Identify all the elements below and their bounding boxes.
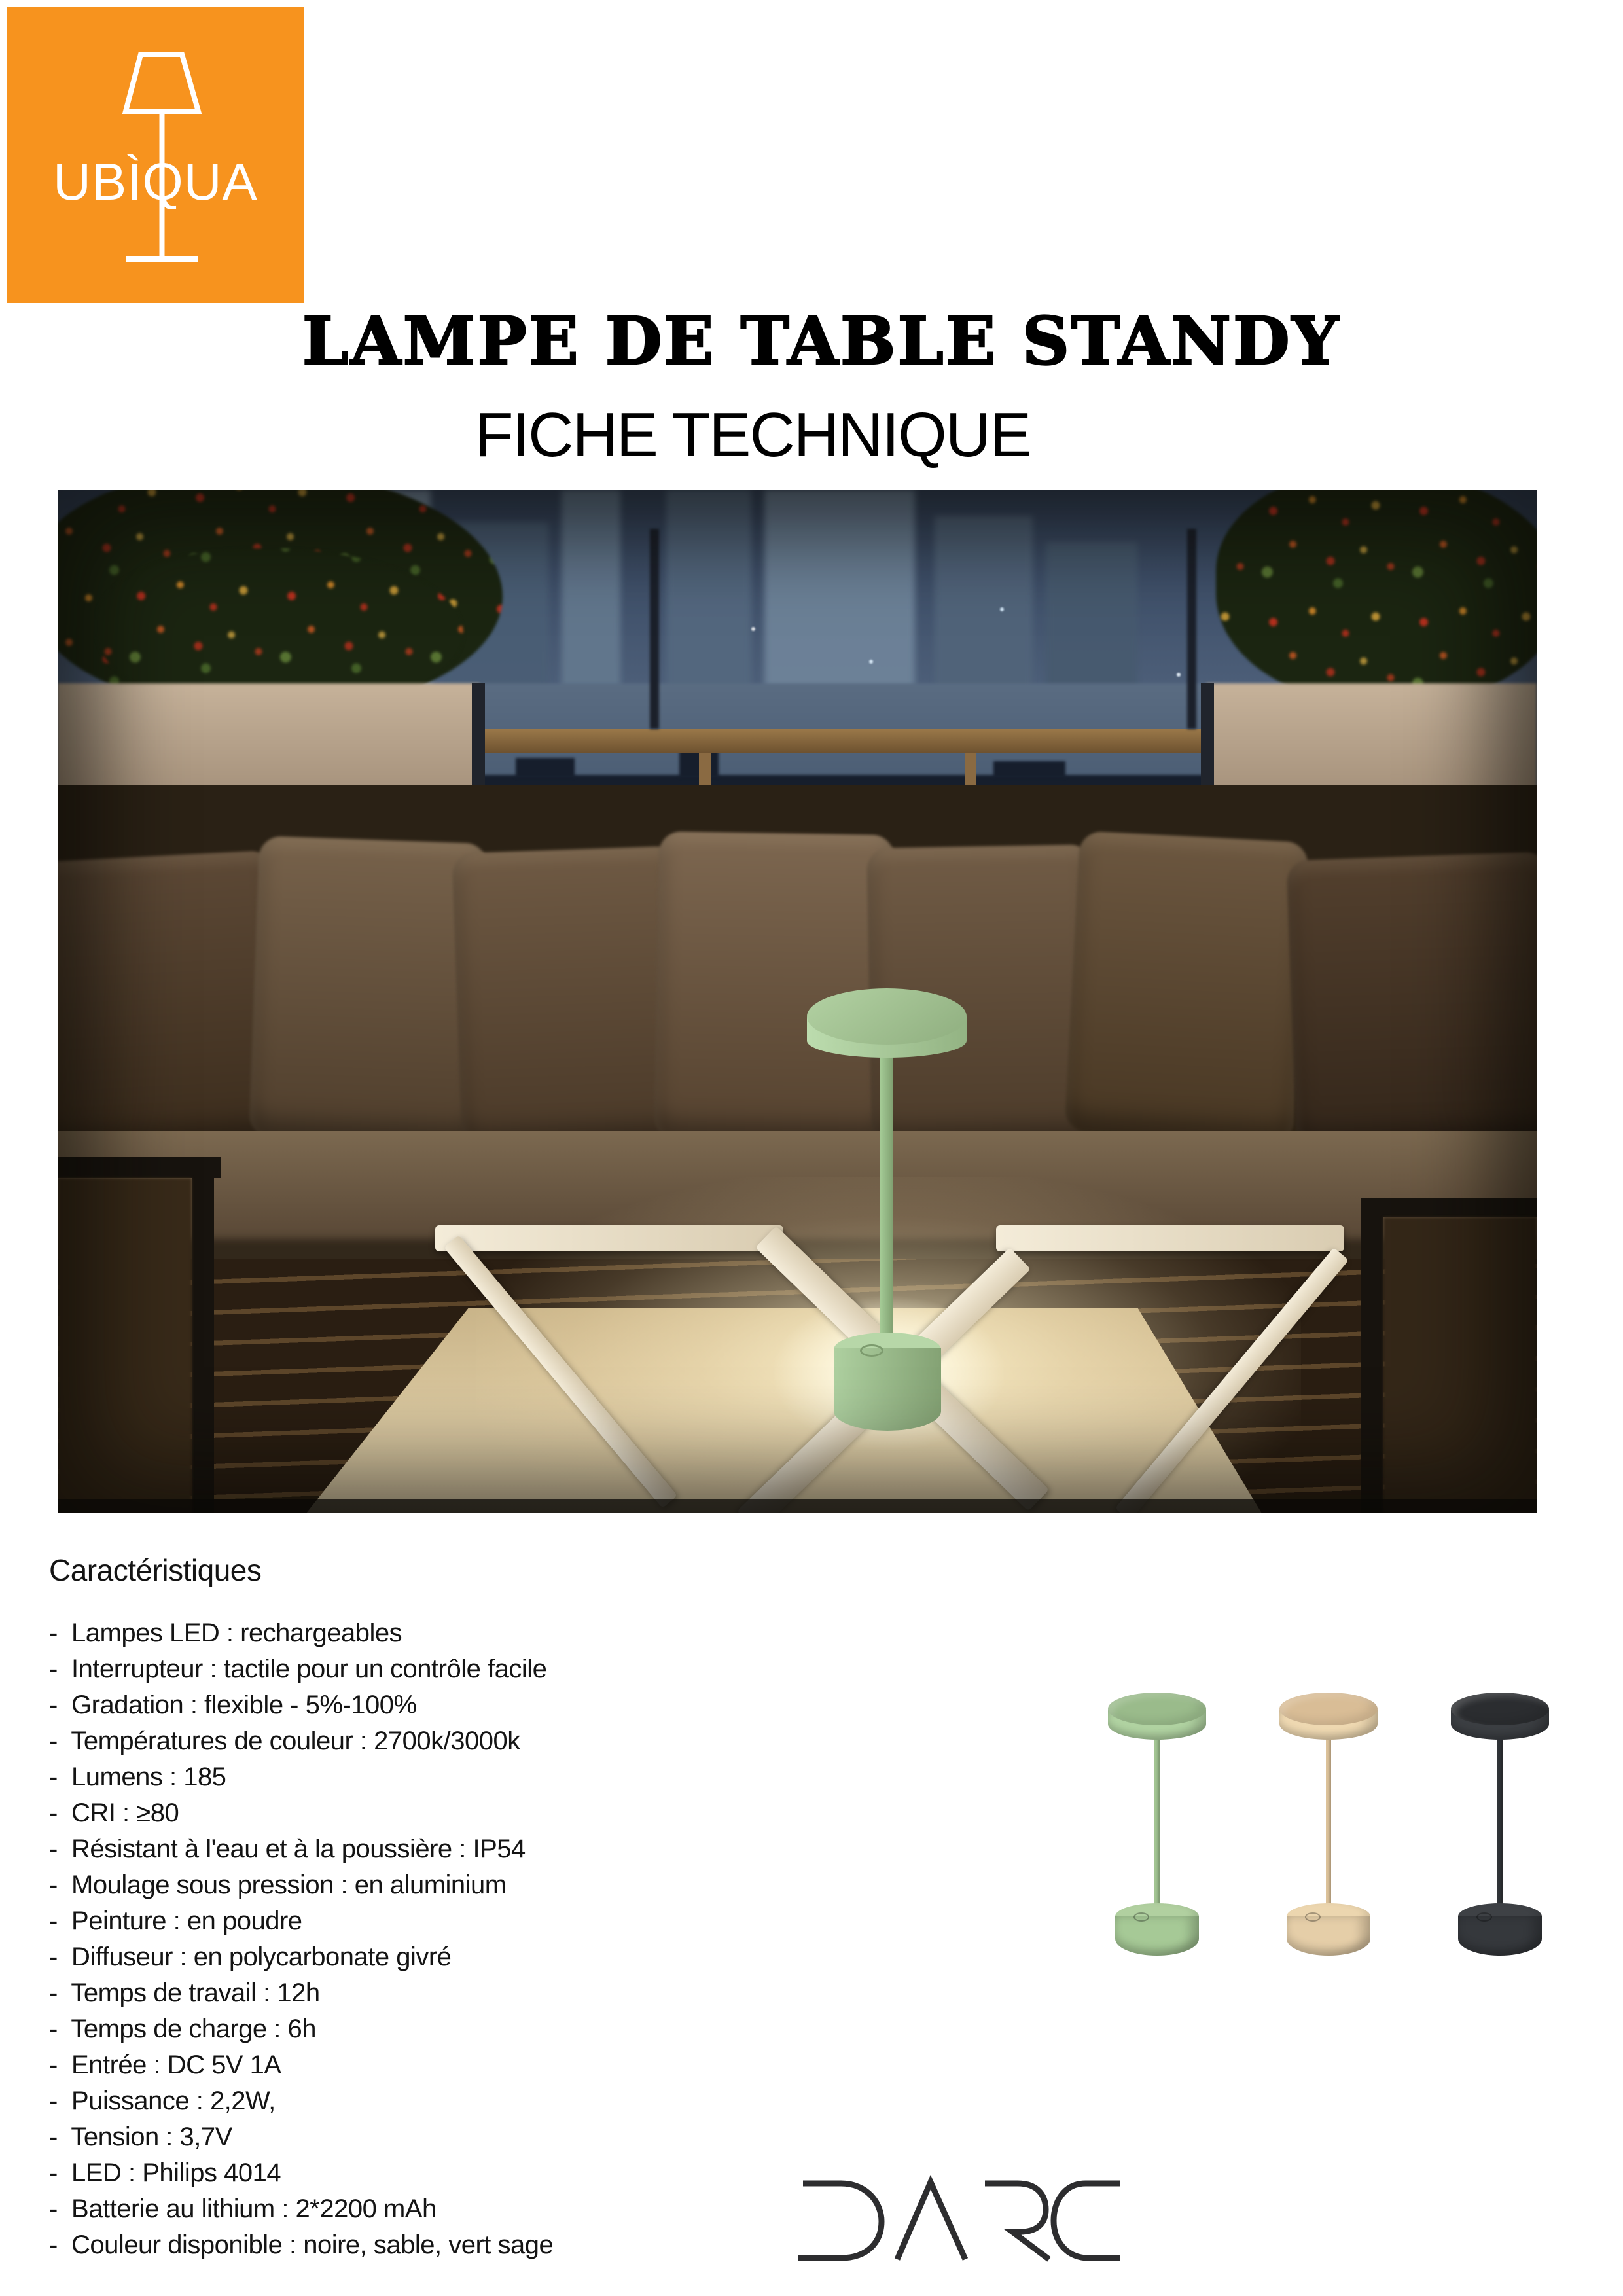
brand-logo: [7, 7, 304, 303]
spec-item: - Interrupteur : tactile pour un contrôle facile: [49, 1655, 547, 1683]
product-photo: [58, 490, 1537, 1513]
touch-button-icon: [1305, 1912, 1321, 1922]
specs-heading: Caractéristiques: [49, 1553, 262, 1587]
lamp-variant-vert-sage: [1071, 1693, 1243, 1967]
color-variants: [1071, 1693, 1586, 1967]
spec-item: - Temps de charge : 6h: [49, 2015, 316, 2043]
spec-item: - Moulage sous pression : en aluminium: [49, 1871, 507, 1899]
spec-item: - Peinture : en poudre: [49, 1907, 302, 1935]
page-subtitle: FICHE TECHNIQUE: [474, 400, 1031, 470]
lamp-head-top: [1451, 1693, 1549, 1725]
lamp-stem: [1154, 1738, 1160, 1912]
spec-item: - Puissance : 2,2W,: [49, 2087, 276, 2115]
photo-vignette: [58, 490, 1537, 1513]
lamp-stem: [1326, 1738, 1331, 1912]
lamp-stem: [1497, 1738, 1503, 1912]
spec-item: - Batterie au lithium : 2*2200 mAh: [49, 2195, 437, 2223]
page-title: LAMPE DE TABLE STANDY: [302, 302, 1341, 380]
lamp-base: [1287, 1916, 1370, 1956]
spec-item: - Diffuseur : en polycarbonate givré: [49, 1943, 452, 1971]
spec-item: - LED : Philips 4014: [49, 2159, 281, 2187]
lamp-head-top: [1279, 1693, 1378, 1725]
lamp-base: [1115, 1916, 1199, 1956]
spec-item: - Lampes LED : rechargeables: [49, 1619, 402, 1647]
touch-button-icon: [1476, 1912, 1492, 1922]
spec-item: - Lumens : 185: [49, 1763, 226, 1791]
spec-item: - Résistant à l'eau et à la poussière : IP54: [49, 1835, 526, 1863]
spec-item: - Couleur disponible : noire, sable, vert sage: [49, 2231, 554, 2259]
lamp-head-top: [1108, 1693, 1206, 1725]
touch-button-icon: [1133, 1912, 1149, 1922]
specs-list: [49, 1615, 553, 2263]
lamp-variant-noire: [1414, 1693, 1586, 1967]
spec-item: - Températures de couleur : 2700k/3000k: [49, 1727, 520, 1755]
darc-wordmark-icon: [789, 2172, 1129, 2270]
photo-bottom-strip: [58, 1499, 1537, 1513]
spec-item: - Temps de travail : 12h: [49, 1979, 320, 2007]
lamp-base: [1458, 1916, 1542, 1956]
spec-item: - Entrée : DC 5V 1A: [49, 2051, 281, 2079]
spec-item: - CRI : ≥80: [49, 1799, 179, 1827]
brand-name: UBÌQUA: [53, 152, 258, 211]
darc-logo: [789, 2172, 1129, 2273]
spec-item: - Tension : 3,7V: [49, 2123, 232, 2151]
spec-item: - Gradation : flexible - 5%-100%: [49, 1691, 417, 1719]
lamp-variant-sable: [1243, 1693, 1414, 1967]
